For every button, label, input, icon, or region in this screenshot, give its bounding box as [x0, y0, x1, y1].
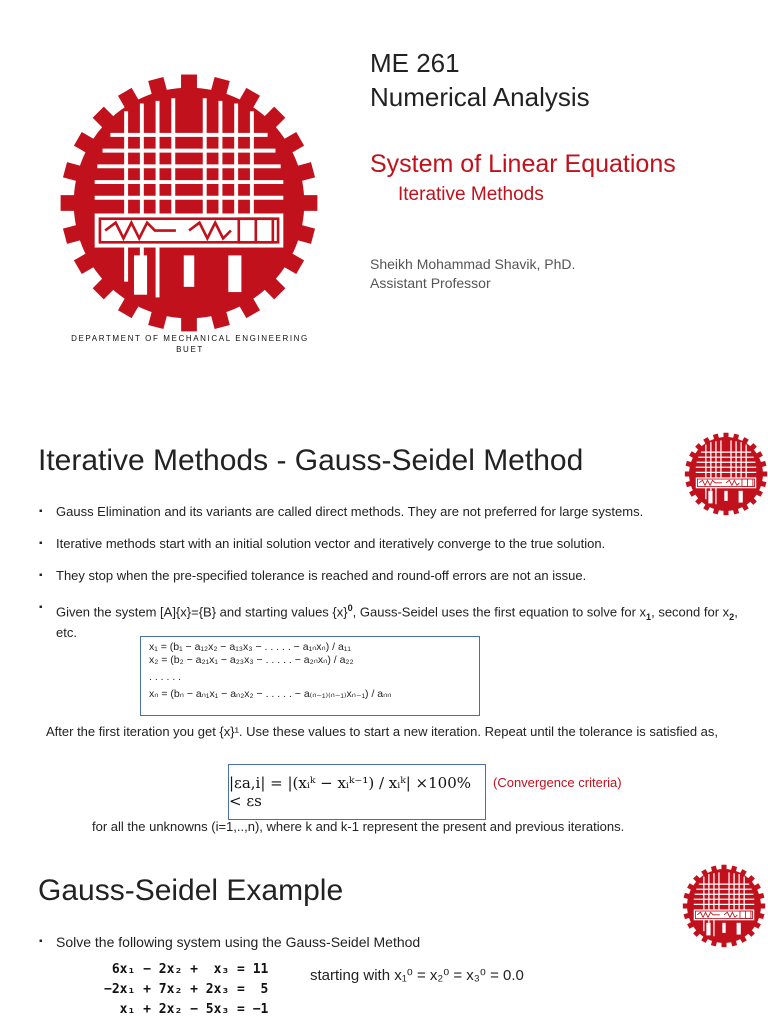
equation-line: xₙ = (bₙ − aₙ₁x₁ − aₙ₂x₂ − . . . . . − a₍ₙ₋₁₎₍ₙ₋₁₎xₙ₋₁) / aₙₙ	[149, 688, 392, 700]
bullet-item: ▪ Solve the following system using the Gauss-Seidel Method	[38, 934, 758, 950]
bullet4-sub: 2	[729, 611, 735, 622]
department-label	[52, 333, 328, 355]
starting-values: starting with x₁⁰ = x₂⁰ = x₃⁰ = 0.0	[310, 967, 524, 984]
convergence-formula: |εa,i| = |(xᵢᵏ − xᵢᵏ⁻¹) / xᵢᵏ| ×100% < εs	[228, 764, 486, 820]
system-row: 6x₁ − 2x₂ + x₃ = 11	[104, 962, 269, 977]
bullet4-part: Given the system [A]{x}={B} and starting values {x}	[56, 604, 348, 620]
title-slide	[0, 0, 768, 400]
example-slide	[0, 860, 768, 1024]
bullet4-sub: 1	[646, 611, 652, 622]
author-name: Sheikh Mohammad Shavik, PhD.	[370, 256, 576, 272]
course-name: Numerical Analysis	[370, 82, 590, 112]
bullet4-part: , etc.	[56, 604, 738, 640]
method-slide	[0, 412, 768, 854]
bullet-list	[38, 934, 758, 950]
slide-title: Iterative Methods - Gauss-Seidel Method	[38, 444, 584, 477]
author-block	[370, 255, 575, 293]
equation-line: x₁ = (b₁ − a₁₂x₂ − a₁₃x₃ − . . . . . − a₁ₙxₙ) / a₁₁	[149, 641, 351, 653]
linear-system	[104, 960, 268, 1020]
bullet4-part: , second for x	[651, 604, 730, 620]
system-row: −2x₁ + 7x₂ + 2x₃ = 5	[104, 982, 269, 997]
topic-title: System of Linear Equations	[370, 150, 676, 178]
equation-box	[140, 636, 480, 716]
subtopic-title: Iterative Methods	[398, 184, 544, 205]
bullet-item: ▪ Gauss Elimination and its variants are called direct methods. They are not preferred for large systems.	[38, 504, 758, 520]
convergence-label: (Convergence criteria)	[493, 775, 622, 790]
author-title: Assistant Professor	[370, 275, 491, 291]
after-iteration-text: After the first iteration you get {x}¹. Use these values to start a new iteration. Repeat until the tolerance is satisfied as,	[46, 724, 719, 739]
system-row: x₁ + 2x₂ − 5x₃ = −1	[104, 1002, 269, 1017]
institution-name: BUET	[176, 345, 204, 354]
bullet4-part: , Gauss-Seidel uses the first equation to solve for x	[352, 604, 647, 620]
department-name: DEPARTMENT OF MECHANICAL ENGINEERING	[71, 334, 309, 343]
course-code: ME 261	[370, 48, 460, 78]
bullet4-sup: 0	[347, 603, 353, 613]
bullet-item	[38, 600, 758, 641]
buet-logo-icon	[58, 72, 320, 334]
bullet-item: ▪ They stop when the pre-specified tolerance is reached and round-off errors are not an issue.	[38, 568, 758, 584]
equation-line: . . . . . .	[149, 671, 182, 683]
course-heading	[370, 46, 590, 114]
bullet-item: ▪ Iterative methods start with an initial solution vector and iteratively converge to the true solution.	[38, 536, 758, 552]
forall-text: for all the unknowns (i=1,..,n), where k and k-1 represent the present and previous iterations.	[92, 819, 625, 834]
slide-title: Gauss-Seidel Example	[38, 874, 344, 907]
equation-line: x₂ = (b₂ − a₂₁x₁ − a₂₃x₃ − . . . . . − a₂ₙxₙ) / a₂₂	[149, 654, 354, 666]
bullet-list	[38, 504, 758, 657]
